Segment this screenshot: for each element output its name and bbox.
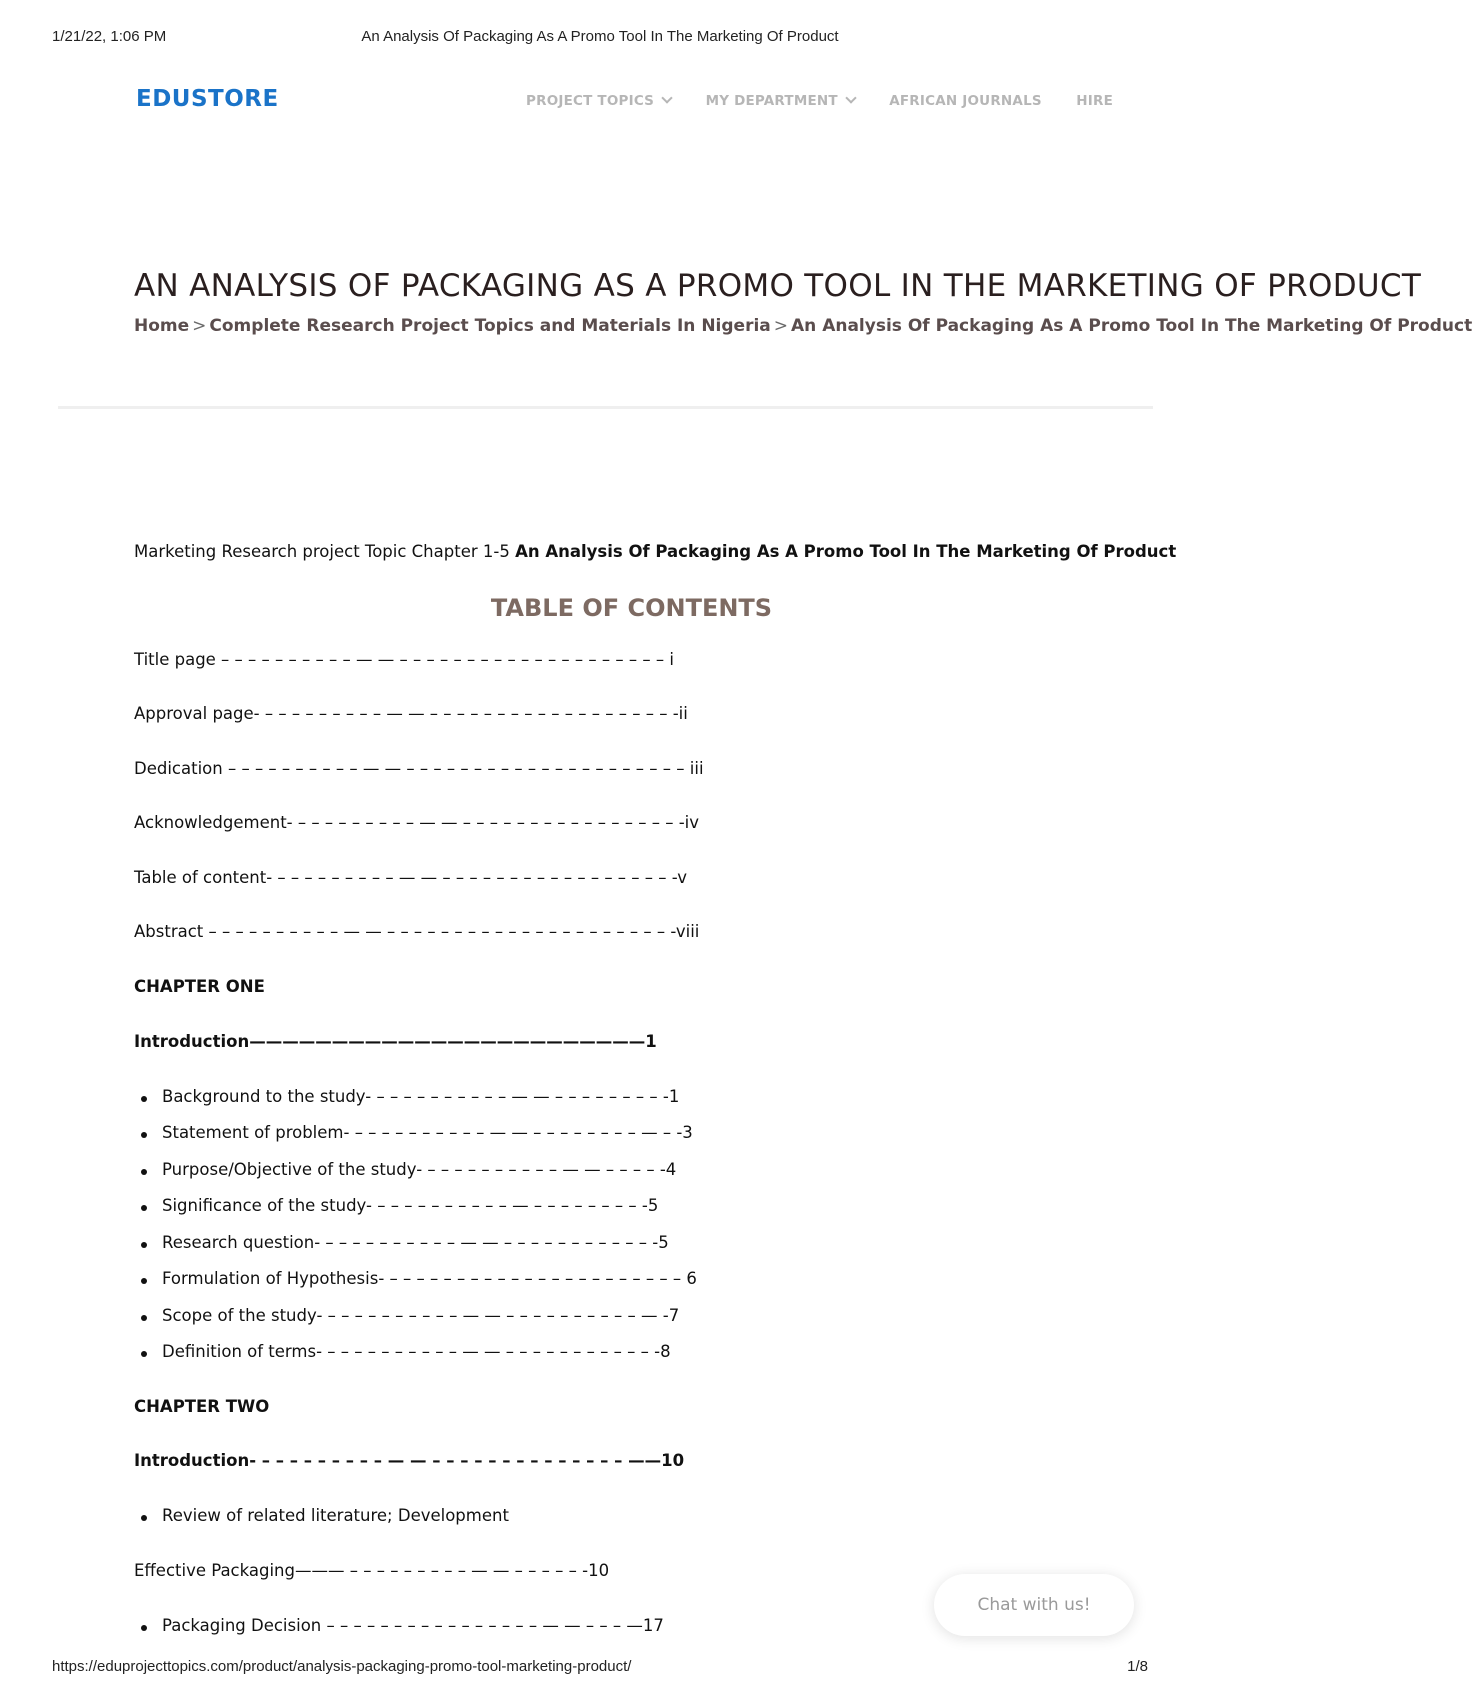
- nav-item-hire[interactable]: HIRE: [1076, 93, 1114, 109]
- breadcrumb-separator-icon: >: [192, 316, 207, 336]
- bullet-icon: [141, 1242, 147, 1248]
- toc-line: Approval page- – – – – – – – – – — — – – – – – – – – – – – – – – – – – – -ii: [134, 704, 688, 723]
- print-doc-title: An Analysis Of Packaging As A Promo Tool In The Marketing Of Product: [361, 28, 839, 45]
- breadcrumb: [134, 316, 1472, 336]
- bullet-icon: [141, 1278, 147, 1284]
- breadcrumb-home-link[interactable]: Home: [134, 316, 190, 336]
- list-item: Statement of problem- – – – – – – – – – – — — – – – – – – – – — – -3: [142, 1123, 673, 1142]
- chapter-one-heading: CHAPTER ONE: [134, 977, 265, 996]
- main-nav: [526, 92, 1143, 110]
- chevron-down-icon: [845, 92, 856, 103]
- list-item: Purpose/Objective of the study- – – – – – – – – – – — — – – – – -4: [142, 1160, 656, 1179]
- list-item: Formulation of Hypothesis- – – – – – – – – – – – – – – – – – – – – – – 6: [142, 1269, 677, 1288]
- chat-button[interactable]: Chat with us!: [934, 1574, 1134, 1636]
- site-logo[interactable]: EDUSTORE: [136, 86, 279, 112]
- toc-line: Acknowledgement- – – – – – – – – – — — – – – – – – – – – – – – – – – – -iv: [134, 813, 700, 832]
- bullet-icon: [141, 1132, 147, 1138]
- list-item: Review of related literature; Development: [142, 1506, 489, 1525]
- intro-title: An Analysis Of Packaging As A Promo Tool In The Marketing Of Product: [515, 542, 1177, 561]
- list-item: Packaging Decision – – – – – – – – – – – – – – – – — — – – – —17: [142, 1616, 644, 1635]
- bullet-icon: [141, 1096, 147, 1102]
- site-navbar: [136, 86, 1153, 120]
- print-footer: [52, 1658, 1148, 1678]
- breadcrumb-category-link[interactable]: Complete Research Project Topics and Materials In Nigeria: [209, 316, 771, 336]
- intro-line: [134, 542, 1176, 561]
- chapter-two-heading: CHAPTER TWO: [134, 1397, 270, 1416]
- toc-line: Effective Packaging——— – – – – – – – – – — — – – – – – -10: [134, 1561, 610, 1580]
- print-url: https://eduprojecttopics.com/product/analysis-packaging-promo-tool-marketing-product/: [52, 1658, 632, 1675]
- nav-item-my-department[interactable]: MY DEPARTMENT: [706, 93, 855, 109]
- toc-line: Abstract – – – – – – – – – – — — – – – – – – – – – – – – – – – – – – – – – -viii: [134, 922, 700, 941]
- bullet-icon: [141, 1625, 147, 1631]
- section-divider: [58, 406, 1153, 409]
- breadcrumb-separator-icon: >: [773, 316, 789, 336]
- intro-prefix: Marketing Research project Topic Chapter 1-5: [134, 542, 516, 561]
- nav-item-african-journals[interactable]: AFRICAN JOURNALS: [889, 93, 1042, 109]
- bullet-icon: [141, 1315, 147, 1321]
- list-item: Definition of terms- – – – – – – – – – – — — – – – – – – – – – – – -8: [142, 1342, 651, 1361]
- print-page-number: 1/8: [1127, 1658, 1148, 1675]
- list-item: Background to the study- – – – – – – – – – – — — – – – – – – – – -1: [142, 1087, 659, 1106]
- chevron-down-icon: [661, 92, 672, 103]
- list-item: Research question- – – – – – – – – – – — — – – – – – – – – – – – -5: [142, 1233, 649, 1252]
- toc-line: Title page – – – – – – – – – – — — – – – – – – – – – – – – – – – – – – – – i: [134, 650, 674, 669]
- breadcrumb-current: An Analysis Of Packaging As A Promo Tool In The Marketing Of Product: [791, 316, 1472, 336]
- bullet-icon: [141, 1169, 147, 1175]
- toc-heading: TABLE OF CONTENTS: [490, 594, 773, 622]
- bullet-icon: [141, 1515, 147, 1521]
- list-item: Scope of the study- – – – – – – – – – – — — – – – – – – – – – – — -7: [142, 1306, 659, 1325]
- chapter-two-intro: Introduction- – – – – – – – – – — — – – – – – – – – – – – – – – ——10: [134, 1451, 685, 1470]
- nav-item-project-topics[interactable]: PROJECT TOPICS: [526, 93, 671, 109]
- bullet-icon: [141, 1205, 147, 1211]
- bullet-icon: [141, 1351, 147, 1357]
- list-item: Significance of the study- – – – – – – – – – – — – – – – – – – – -5: [142, 1196, 638, 1215]
- chapter-one-intro: Introduction————————————————————————1: [134, 1032, 657, 1051]
- toc-line: Table of content- – – – – – – – – – — — – – – – – – – – – – – – – – – – – -v: [134, 868, 688, 887]
- print-datetime: 1/21/22, 1:06 PM: [52, 28, 167, 45]
- toc-line: Dedication – – – – – – – – – – — — – – – – – – – – – – – – – – – – – – – – – iii: [134, 759, 704, 778]
- page-title: AN ANALYSIS OF PACKAGING AS A PROMO TOOL IN THE MARKETING OF PRODUCT: [134, 268, 1422, 304]
